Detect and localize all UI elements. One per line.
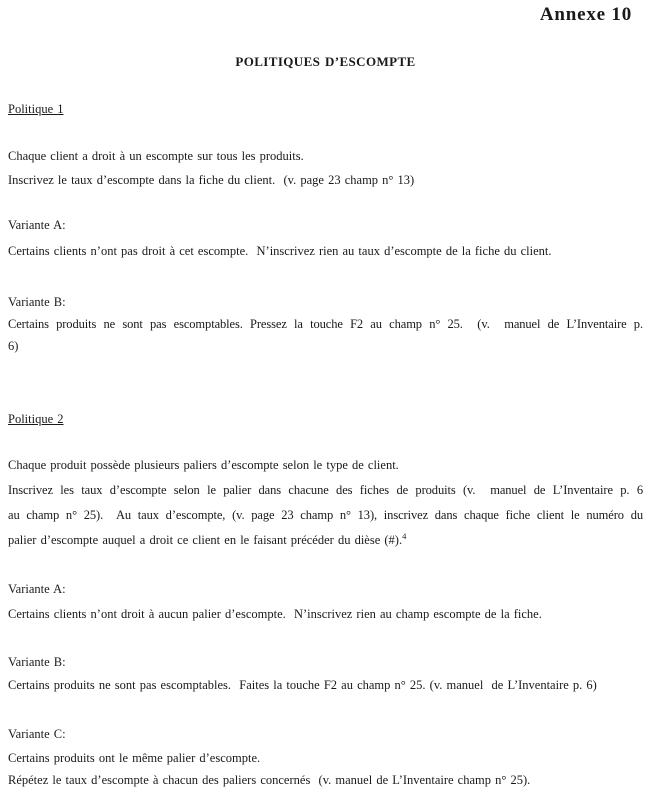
politique-2-variante-c-line-1: Certains produits ont le même palier d’escompte.	[8, 751, 261, 765]
politique-1-variante-b-line-1: Certains produits ne sont pas escomptables. Pressez la touche F2 au champ n° 25. (v. manuel de L’Inventaire p.	[8, 317, 643, 331]
politique-1-variante-b-label: Variante B:	[8, 295, 66, 309]
politique-2-variante-c-line-2: Répétez le taux d’escompte à chacun des paliers concernés (v. manuel de L’Inventaire champ n° 25).	[8, 773, 531, 787]
politique-2-para-line-2: au champ n° 25). Au taux d’escompte, (v. page 23 champ n° 13), inscrivez dans chaque fiche client le numéro du	[8, 508, 643, 522]
document-title: POLITIQUES D’ESCOMPTE	[235, 54, 416, 69]
politique-1-heading: Politique 1	[8, 102, 64, 116]
politique-2-variante-c-label: Variante C:	[8, 727, 66, 741]
politique-1-variante-a-text: Certains clients n’ont pas droit à cet escompte. N’inscrivez rien au taux d’escompte de la fiche du client.	[8, 244, 552, 258]
politique-2-para-line-3	[8, 530, 643, 550]
politique-2-para-line-3-text: palier d’escompte auquel a droit ce client en le faisant précéder du dièse (#).	[8, 533, 403, 547]
politique-2-intro-line: Chaque produit possède plusieurs paliers d’escompte selon le type de client.	[8, 458, 399, 472]
politique-2-variante-b-text: Certains produits ne sont pas escomptables. Faites la touche F2 au champ n° 25. (v. manuel de L’Inventaire p. 6)	[8, 678, 597, 692]
politique-2-variante-a-label: Variante A:	[8, 582, 66, 596]
politique-2-variante-b-label: Variante B:	[8, 655, 66, 669]
politique-2-para-line-1: Inscrivez les taux d’escompte selon le palier dans chacune des fiches de produits (v. manuel de L’Inventaire p. 6	[8, 483, 643, 497]
politique-2-heading: Politique 2	[8, 412, 64, 426]
annexe-label: Annexe 10	[539, 4, 632, 25]
politique-1-intro-line-1: Chaque client a droit à un escompte sur tous les produits.	[8, 149, 304, 163]
politique-1-variante-a-label: Variante A:	[8, 218, 66, 232]
footnote-reference: 4	[402, 530, 407, 541]
politique-1-variante-b-line-2: 6)	[8, 339, 19, 353]
politique-1-intro-line-2: Inscrivez le taux d’escompte dans la fiche du client. (v. page 23 champ n° 13)	[8, 173, 415, 187]
politique-2-variante-a-text: Certains clients n’ont droit à aucun palier d’escompte. N’inscrivez rien au champ escompte de la fiche.	[8, 607, 542, 621]
